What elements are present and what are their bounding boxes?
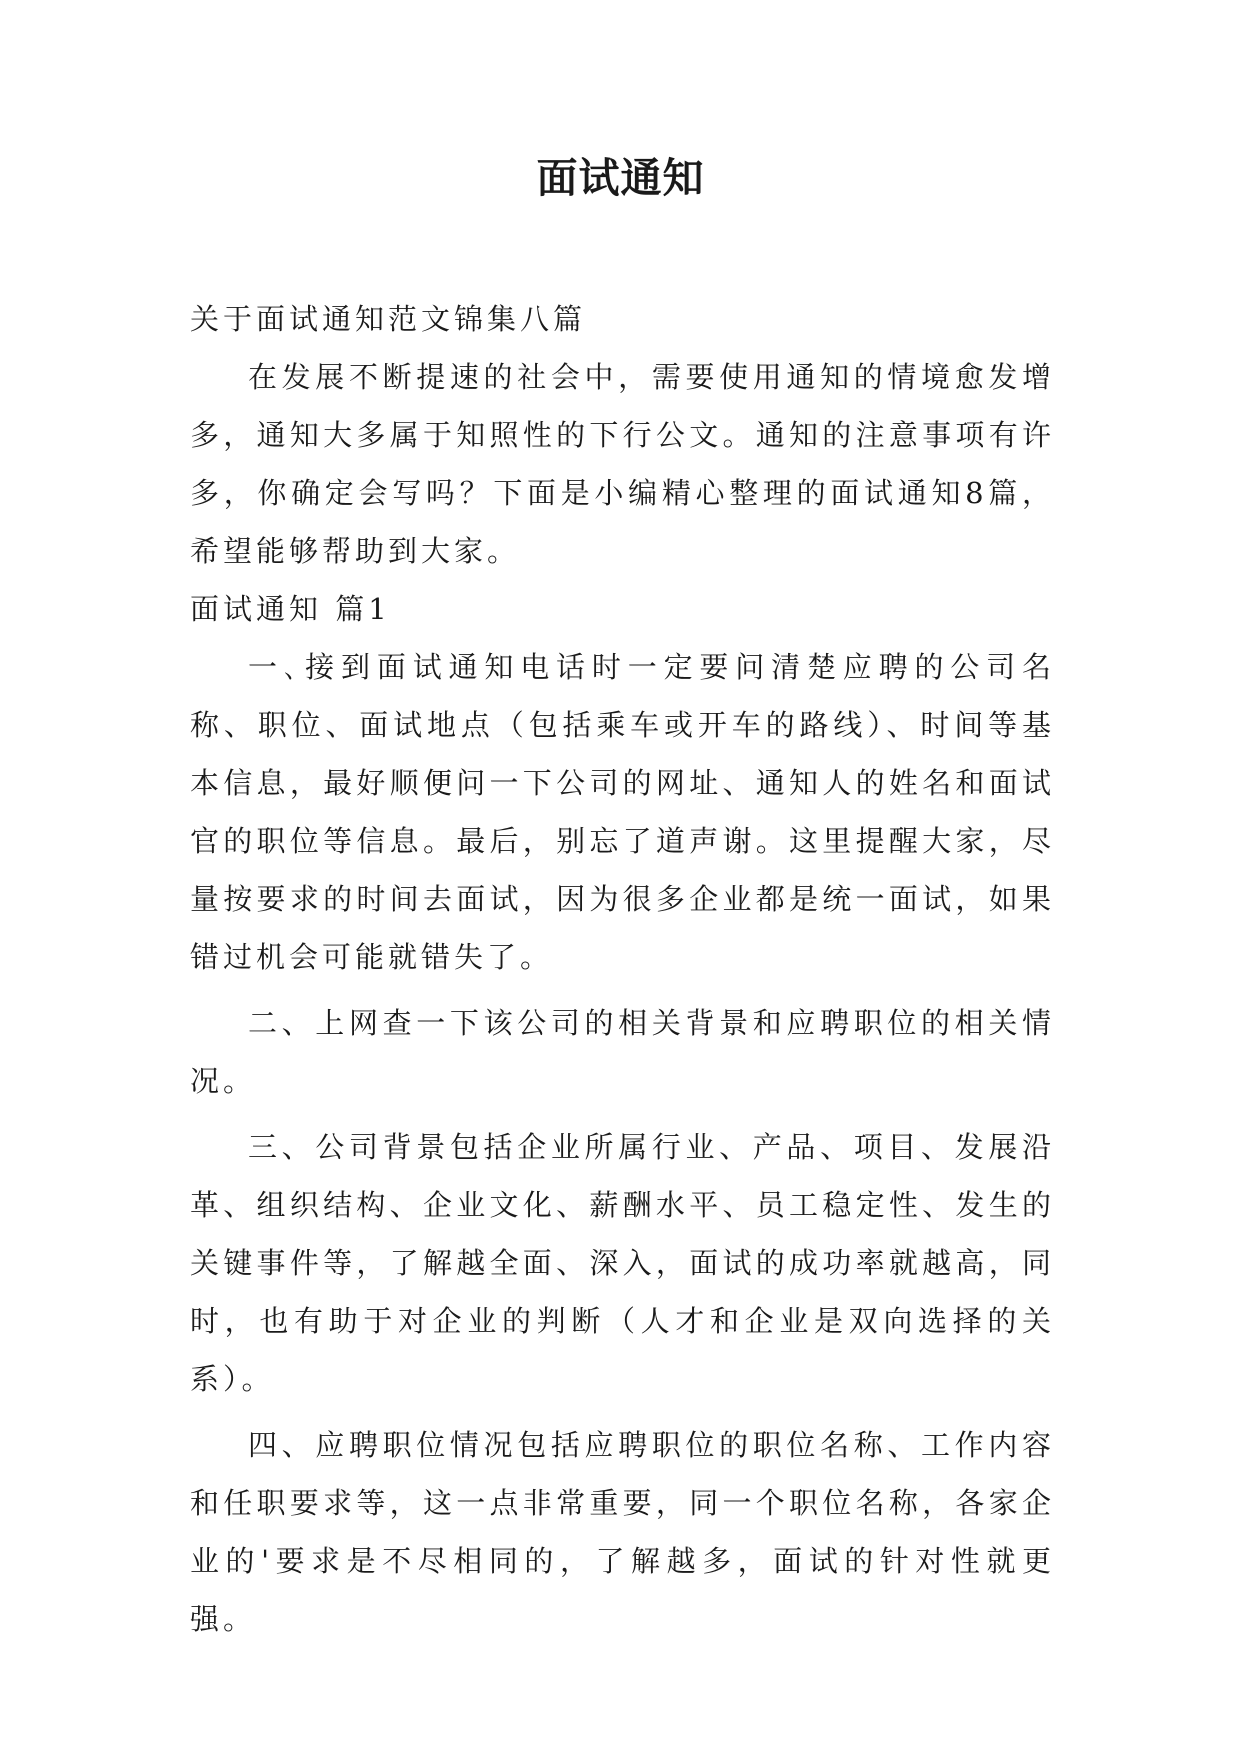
paragraph-1: 一､接到面试通知电话时一定要问清楚应聘的公司名称、职位、面试地点（包括乘车或开车的路线）、时间等基本信息，最好顺便问一下公司的网址、通知人的姓名和面试官的职位等信息。最后，别忘了道声谢。这里提醒大家，尽量按要求的时间去面试，因为很多企业都是统一面试，如果错过机会可能就错失了。 [190, 650, 1055, 974]
paragraph-4: 四、应聘职位情况包括应聘职位的职位名称、工作内容和任职要求等，这一点非常重要，同一个职位名称，各家企业的'要求是不尽相同的，了解越多，面试的针对性就更强。 [190, 1428, 1055, 1636]
paragraph-3: 三、公司背景包括企业所属行业、产品、项目、发展沿革、组织结构、企业文化、薪酬水平、员工稳定性、发生的关键事件等，了解越全面、深入，面试的成功率就越高，同时，也有助于对企业的判断（人才和企业是双向选择的关系）。 [190, 1130, 1055, 1396]
document-title: 面试通知 [536, 154, 705, 202]
section-heading: 面试通知 篇1 [190, 592, 391, 626]
intro-paragraph: 在发展不断提速的社会中，需要使用通知的情境愈发增多，通知大多属于知照性的下行公文。通知的注意事项有许多，你确定会写吗？下面是小编精心整理的面试通知8篇，希望能够帮助到大家。 [190, 360, 1055, 568]
paragraph-2: 二、上网查一下该公司的相关背景和应聘职位的相关情况。 [190, 1006, 1055, 1098]
document-subtitle: 关于面试通知范文锦集八篇 [190, 302, 587, 336]
document-body [190, 290, 1055, 1648]
